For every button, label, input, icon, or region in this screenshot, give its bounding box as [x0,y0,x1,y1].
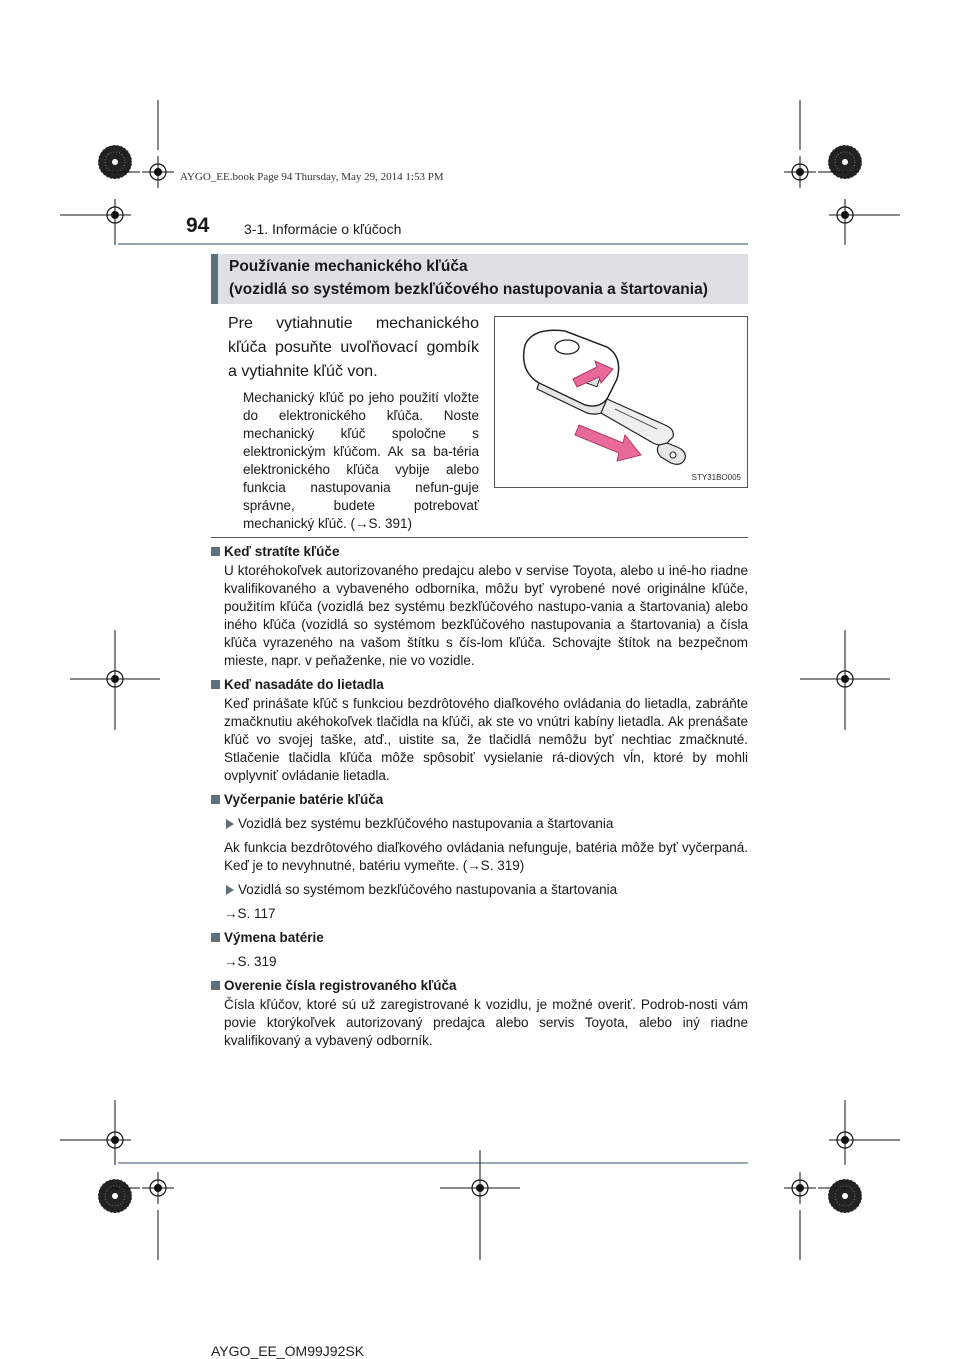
registration-mark-icon [142,156,174,188]
key-fob-illustration-icon [495,317,747,487]
info-items [211,543,748,1056]
figure-id: STY31BO005 [691,473,741,482]
page-reference: →S. 117 [224,906,276,921]
page-number: 94 [186,214,210,237]
item-body: Čísla kľúčov, ktoré sú už zaregistrované k vozidlu, je možné overiť. Podrob-nosti vám povie ktorýkoľvek autorizovaný predajca alebo servis Toyota, alebo iný riadne kvalifikovaný a vybavený odborník. [224,997,748,1048]
registration-star-icon [828,145,862,179]
item-title: Overenie čísla registrovaného kľúča [211,977,748,995]
registration-mark-icon [784,1172,816,1204]
sub-item-title: Vozidlá bez systému bezkľúčového nastupovania a štartovania [224,815,748,833]
item-body: Keď prinášate kľúč s funkciou bezdrôtového diaľkového ovládania do lietadla, zabráňte zmačknutiu akéhokoľvek tlačidla na kľúči, ak ste vo vnútri kabíny lietadla. Ak prenášate kľúč vo svojej taške, atď., uistite sa, že tlačidlá nemôžu byť nechtiac zmačknuté. Stlačenie tlačidla kľúča môže spôsobiť vysielanie rá-diových vĺn, ktoré by mohli ovplyvniť ovládanie lietadla. [224,696,748,783]
section-heading-line1: Používanie mechanického kľúča [229,258,468,275]
content-divider [211,537,748,538]
sub-item-title: Vozidlá so systémom bezkľúčového nastupovania a štartovania [224,881,748,899]
item-title: Keď nasadáte do lietadla [211,676,748,694]
registration-mark-icon [142,1172,174,1204]
registration-star-icon [98,145,132,179]
page-reference: →S. 319 [224,954,277,969]
registration-star-icon [98,1179,132,1213]
intro-text: Pre vytiahnutie mechanického kľúča posuňte uvoľňovací gombík a vytiahnite kľúč von. [228,315,479,380]
section-title: 3-1. Informácie o kľúčoch [244,221,402,237]
sub-item-body: Ak funkcia bezdrôtového diaľkového ovládania nefunguje, batéria môže byť vyčerpaná. Keď je to nevyhnutné, batériu vymeňte. (→S. 319) [224,840,748,873]
info-item-battery-replacement [211,929,748,971]
info-item-battery-depletion [211,791,748,923]
book-info: AYGO_EE.book Page 94 Thursday, May 29, 2014 1:53 PM [180,171,444,183]
section-heading-bar [211,254,218,304]
item-title: Vyčerpanie batérie kľúča [211,791,748,809]
item-title: Keď stratíte kľúče [211,543,748,561]
info-item-airplane [211,676,748,785]
info-item-lost-keys [211,543,748,670]
info-item-key-number [211,977,748,1050]
footer-code: AYGO_EE_OM99J92SK [211,1343,365,1359]
registration-star-icon [828,1179,862,1213]
note-text: Mechanický kľúč po jeho použití vložte do elektronického kľúča. Noste mechanický kľúč spoločne s elektronickým kľúčom. Ak sa ba-téria elektronického kľúča vybije alebo funkcia nastupovania nefun-guje správne, budete potrebovať mechanický kľúč. (→S. 391) [243,390,479,531]
item-title: Výmena batérie [211,929,748,947]
registration-mark-icon [784,156,816,188]
section-heading-box [211,254,748,304]
section-heading-line2: (vozidlá so systémom bezkľúčového nastupovania a štartovania) [229,281,708,298]
key-figure [494,316,748,488]
item-body: U ktoréhokoľvek autorizovaného predajcu alebo v servise Toyota, alebo u iné-ho riadne kvalifikovaného a vybaveného odborníka, môžu byť vyrobené nové originálne kľúče, použitím kľúča (vozidlá bez systému bezkľúčového nastupo-vania a štartovania) alebo iného kľúča (vozidlá so systémom bezkľúčového nastupovania a štartovania) a čísla kľúča vyrazeného na vašom štítku s čís-lom kľúča. Schovajte štítok na bezpečnom mieste, napr. v peňaženke, nie vo vozidle. [224,563,748,668]
header-rule [118,243,748,245]
